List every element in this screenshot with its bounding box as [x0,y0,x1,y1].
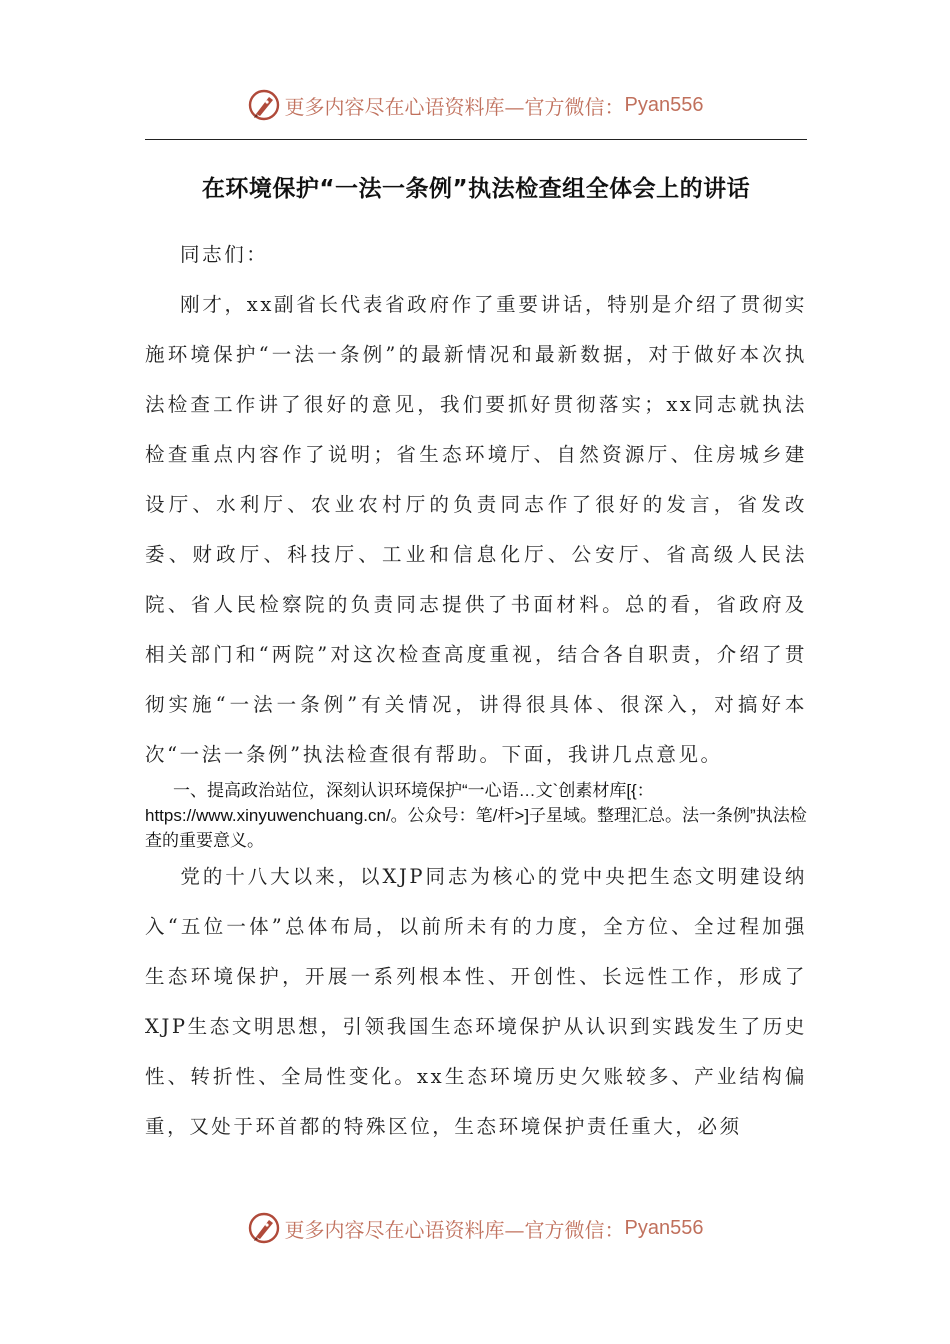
footer-banner-text: 更多内容尽在心语资料库—官方微信： [284,1217,625,1242]
paragraph-1-text: 刚才，xx副省长代表省政府作了重要讲话，特别是介绍了贯彻实施环境保护“一法一条例”的最新情况和最新数据，对于做好本次执法检查工作讲了很好的意见，我们要抓好贯彻落实；xx同志就执法检查重点内容作了说明；省生态环境厅、自然资源厅、住房城乡建设厅、水利厅、农业农村厅的负责同志作了很好的发言，省发改委、财政厅、科技厅、工业和信息化厅、公安厅、省高级人民法院、省人民检察院的负责同志提供了书面材料。总的看，省政府及相关部门和“两院”对这次检查高度重视，结合各自职责，介绍了贯彻实施“一法一条例”有关情况，讲得很具体、很深入，对搞好本次“一法一条例”执法检查很有帮助。下面，我讲几点意见。 [145,293,807,766]
paragraph-2 [145,852,807,1152]
paragraph-1 [145,280,807,780]
header-wechat-id: Pyan556 [624,93,704,116]
section-heading-1-text: 一、提高政治站位，深刻认识环境保护“一心语…文`创素材库[{：https://www.xinyuwenchuang.cn/。公众号：笔/杆>]子星域。整理汇总。法一条例”执法检查的重要意义。 [145,781,807,850]
footer-banner [0,1208,950,1248]
header-banner-text: 更多内容尽在心语资料库—官方微信： [284,94,625,119]
pen-logo-icon [247,1211,281,1245]
paragraph-2-text: 党的十八大以来，以XJP同志为核心的党中央把生态文明建设纳入“五位一体”总体布局，以前所未有的力度，全方位、全过程加强生态环境保护，开展一系列根本性、开创性、长远性工作，形成了XJP生态文明思想，引领我国生态环境保护从认识到实践发生了历史性、转折性、全局性变化。xx生态环境历史欠账较多、产业结构偏重，又处于环首都的特殊区位，生态环境保护责任重大，必须 [145,865,807,1138]
header-divider [145,139,807,140]
document-title: 在环境保护“一法一条例”执法检查组全体会上的讲话 [201,176,751,202]
section-heading-1 [145,778,807,853]
footer-wechat-id: Pyan556 [624,1216,704,1239]
header-banner [0,85,950,125]
pen-logo-icon [247,88,281,122]
greeting-text: 同志们： [180,243,269,266]
greeting [145,230,807,280]
